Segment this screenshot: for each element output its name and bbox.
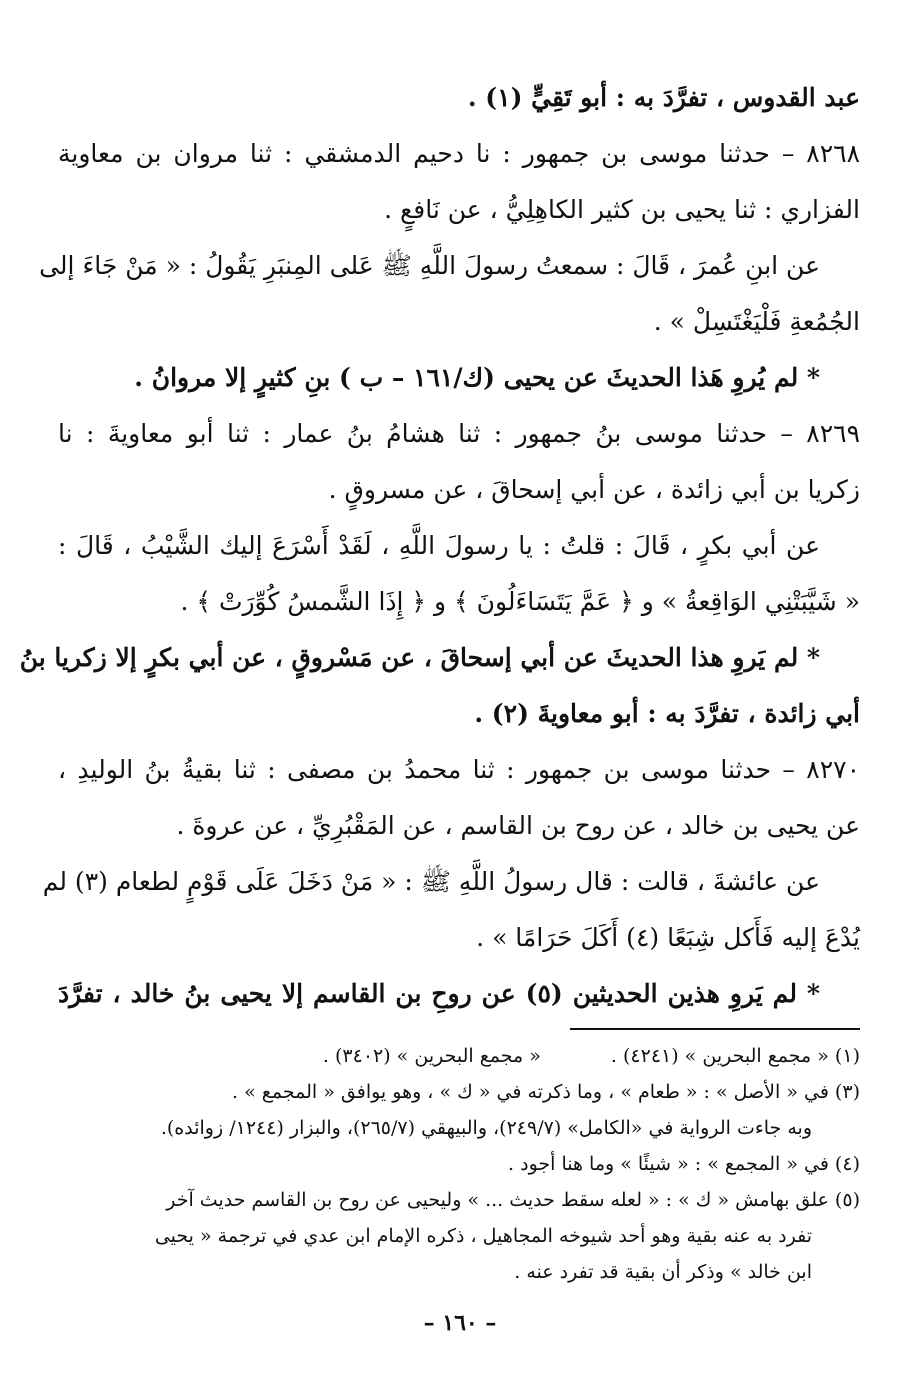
hadith-8268-line-1: ٨٢٦٨ – حدثنا موسى بن جمهور : نا دحيم الدمشقي : ثنا مروان بن معاوية bbox=[58, 139, 860, 168]
commentary-8269-line-1: * لم يَروِ هذا الحديثَ عن أبي إسحاقَ ، عن مَسْروقٍ ، عن أبي بكرٍ إلا زكريا بنُ bbox=[19, 643, 820, 672]
text-line-1: عبد القدوس ، تفرَّدَ به : أبو تَقِيٍّ (١) . bbox=[467, 83, 860, 112]
footnote-3: (٣) في « الأصل » : « طعام » ، وما ذكرته في « ك » ، وهو يوافق « المجمع » . bbox=[232, 1081, 860, 1103]
hadith-8270-line-3: عن عائشةَ ، قالت : قال رسولُ اللَّهِ ﷺ : « مَنْ دَخَلَ عَلَى قَوْمٍ لطعام (٣) لم bbox=[42, 867, 820, 896]
commentary-8269-line-2: أبي زائدة ، تفرَّدَ به : أبو معاويةَ (٢) . bbox=[474, 699, 860, 728]
footnote-2: « مجمع البحرين » (٣٤٠٢) . bbox=[322, 1045, 541, 1067]
footnote-1: (١) « مجمع البحرين » (٤٢٤١) . bbox=[610, 1045, 860, 1067]
page-number: – ١٦٠ – bbox=[423, 1310, 497, 1336]
footnote-5-cont-1: تفرد به عنه بقية وهو أحد شيوخه المجاهيل ، ذكره الإمام ابن عدي في ترجمة « يحيى bbox=[154, 1225, 812, 1247]
hadith-8270-line-2: عن يحيى بن خالد ، عن روح بن القاسم ، عن المَقْبُرِيِّ ، عن عروةَ . bbox=[176, 811, 860, 840]
hadith-8269-line-1: ٨٢٦٩ – حدثنا موسى بنُ جمهور : ثنا هشامُ بنُ عمار : ثنا أبو معاويةَ : نا bbox=[58, 419, 860, 448]
hadith-8269-line-3: عن أبي بكرٍ ، قَالَ : قلتُ : يا رسولَ اللَّهِ ، لَقَدْ أَسْرَعَ إليك الشَّيْبُ ، قَالَ : bbox=[58, 531, 820, 560]
footnote-4: (٤) في « المجمع » : « شيئًا » وما هنا أجود . bbox=[508, 1153, 860, 1175]
hadith-8268-line-3: عن ابنِ عُمرَ ، قَالَ : سمعتُ رسولَ اللَّهِ ﷺ عَلى المِنبَرِ يَقُولُ : « مَنْ جَاءَ إلى bbox=[39, 251, 820, 280]
hadith-8269-line-2: زكريا بن أبي زائدة ، عن أبي إسحاقَ ، عن مسروقٍ . bbox=[328, 475, 860, 504]
footnote-3-cont: وبه جاءت الرواية في «الكامل» (٢٤٩/٧)، والبيهقي (٢٦٥/٧)، والبزار (١٢٤٤/ زوائده). bbox=[160, 1117, 812, 1139]
hadith-8269-line-4: « شَيَّبَتْنِي الوَاقِعةُ » و ﴿ عَمَّ يَتَسَاءَلُونَ ﴾ و ﴿ إِذَا الشَّمسُ كُوِّرَتْ ﴾ . bbox=[180, 587, 860, 616]
commentary-8268: * لم يُروِ هَذا الحديثَ عن يحيى (ك/١٦١ – ب ) بنِ كثيرٍ إلا مروانُ . bbox=[134, 363, 820, 392]
footnotes bbox=[58, 1030, 860, 1290]
footnote-1-2 bbox=[58, 1038, 860, 1074]
hadith-8268-line-2: الفزاري : ثنا يحيى بن كثير الكاهِلِيُّ ، عن نَافعٍ . bbox=[384, 195, 860, 224]
hadith-8270-line-4: يُدْعَ إليه فَأَكل شِبَعًا (٤) أَكَلَ حَرَامًا » . bbox=[476, 923, 860, 952]
hadith-8268-line-4: الجُمُعةِ فَلْيَغْتَسِلْ » . bbox=[653, 307, 860, 336]
hadith-8270-line-1: ٨٢٧٠ – حدثنا موسى بن جمهور : ثنا محمدُ بن مصفى : ثنا بقيةُ بنُ الوليدِ ، bbox=[58, 755, 860, 784]
footnote-5-cont-2: ابن خالد » وذكر أن بقية قد تفرد عنه . bbox=[514, 1261, 812, 1283]
footnote-5: (٥) علق بهامش « ك » : « لعله سقط حديث ... » وليحيى عن روح بن القاسم حديث آخر bbox=[166, 1189, 860, 1211]
commentary-8270: * لم يَروِ هذين الحديثين (٥) عن روحِ بن القاسم إلا يحيى بنُ خالد ، تفرَّدَ bbox=[58, 979, 820, 1008]
